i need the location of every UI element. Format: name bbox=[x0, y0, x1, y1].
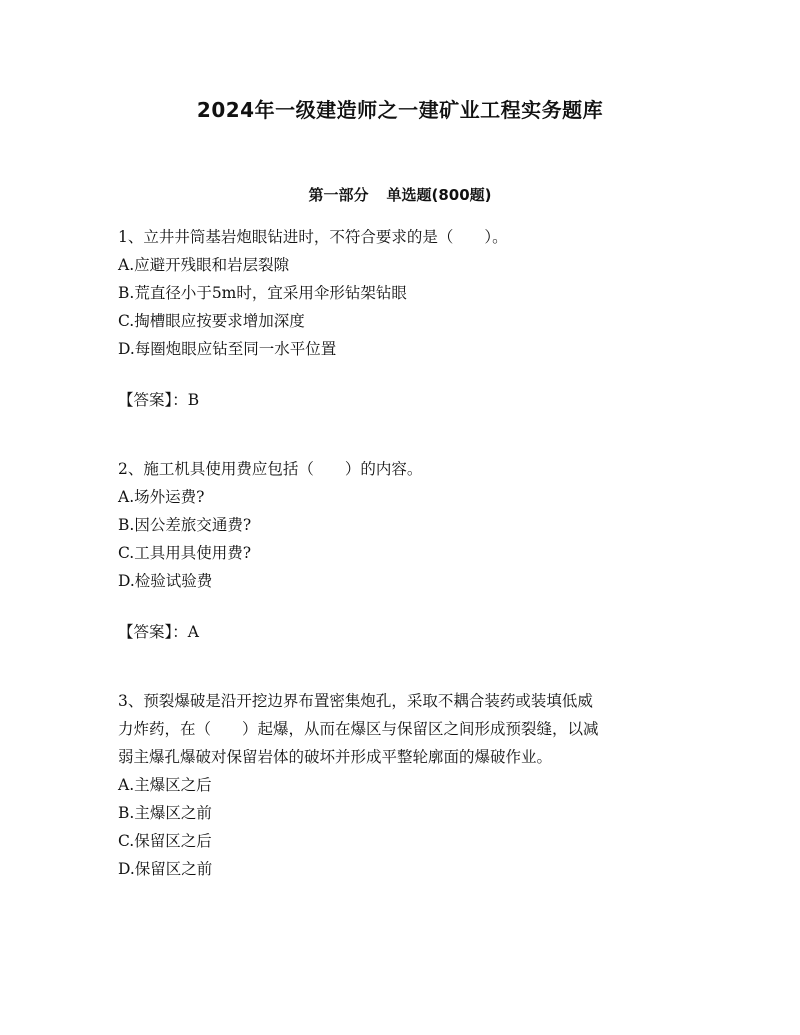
option-b: B.主爆区之前 bbox=[118, 804, 212, 822]
option-d: D.每圈炮眼应钻至同一水平位置 bbox=[118, 340, 337, 358]
option-d: D.检验试验费 bbox=[118, 572, 213, 590]
question-1 bbox=[118, 223, 698, 363]
document-title: 2024年一级建造师之一建矿业工程实务题库 bbox=[196, 98, 604, 122]
option-c: C.工具用具使用费? bbox=[118, 544, 252, 562]
question-2 bbox=[118, 455, 698, 595]
answer-1 bbox=[118, 386, 199, 414]
section-heading bbox=[0, 184, 800, 205]
option-d: D.保留区之前 bbox=[118, 860, 213, 878]
option-c: C.掏槽眼应按要求增加深度 bbox=[118, 312, 305, 330]
question-3 bbox=[118, 687, 698, 883]
option-a: A.应避开残眼和岩层裂隙 bbox=[118, 256, 290, 274]
section-part: 第一部分 bbox=[308, 186, 369, 204]
question-stem-line-1: 3、预裂爆破是沿开挖边界布置密集炮孔，采取不耦合装药或装填低威 bbox=[118, 692, 593, 710]
answer-2 bbox=[118, 618, 199, 646]
question-stem-line-3: 弱主爆孔爆破对保留岩体的破坏并形成平整轮廓面的爆破作业。 bbox=[118, 748, 553, 766]
answer-value: A bbox=[187, 623, 199, 641]
section-type: 单选题(800题) bbox=[386, 186, 492, 204]
option-a: A.主爆区之后 bbox=[118, 776, 212, 794]
question-stem-line-2: 力炸药，在（ ）起爆，从而在爆区与保留区之间形成预裂缝，以减 bbox=[118, 720, 599, 738]
answer-label: 【答案】： bbox=[118, 623, 188, 641]
option-c: C.保留区之后 bbox=[118, 832, 212, 850]
option-b: B.荒直径小于5m时，宜采用伞形钻架钻眼 bbox=[118, 284, 407, 302]
option-b: B.因公差旅交通费? bbox=[118, 516, 252, 534]
answer-value: B bbox=[187, 391, 200, 409]
question-stem: 2、施工机具使用费应包括（ ）的内容。 bbox=[118, 460, 423, 478]
option-a: A.场外运费? bbox=[118, 488, 205, 506]
question-stem: 1、立井井筒基岩炮眼钻进时，不符合要求的是（ ）。 bbox=[118, 228, 508, 246]
answer-label: 【答案】： bbox=[118, 391, 188, 409]
